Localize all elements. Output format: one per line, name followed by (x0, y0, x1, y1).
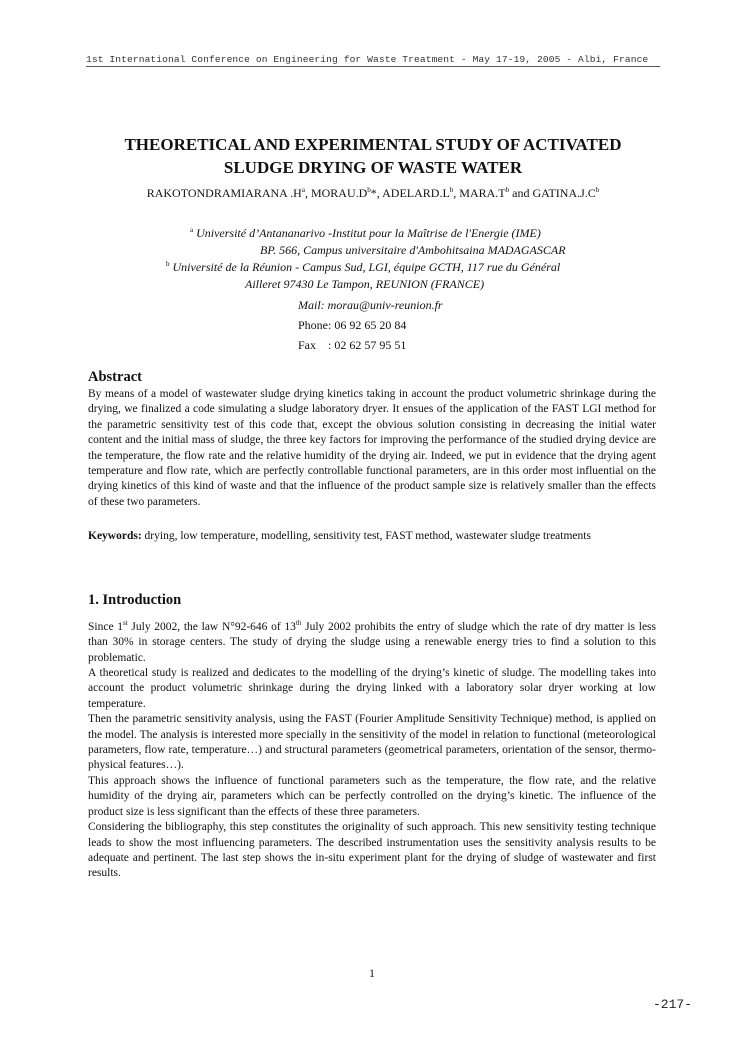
affiliation-b-line-2: Ailleret 97430 Le Tampon, REUNION (FRANCE) (245, 277, 485, 291)
intro-p1-sup2: th (295, 619, 302, 627)
intro-p1-a: Since 1 (88, 620, 124, 633)
contact-phone: Phone: 06 92 65 20 84 (298, 318, 407, 332)
intro-paragraph-5: Considering the bibliography, this step constitutes the originality of such approach. This new sensitivity testing technique leads to show the most influencing parameters. The described instrumentation uses the sensitivity analysis results to be adequate and pertinent. The last step shows the in-situ experiment plant for the drying of sludge of wastewater and first results. (88, 821, 656, 880)
intro-paragraph-4: This approach shows the influence of functional parameters such as the temperature, the flow rate, and the relative humidity of the drying air, parameters which can be perfectly controlled on the drying’s kinetic. The influence of the product size is less significant than the effects of these three parameters. (88, 774, 656, 818)
author-5-sup: b (595, 186, 600, 194)
contact-fax: Fax : 02 62 57 95 51 (298, 338, 407, 352)
author-1-sup: a (301, 186, 305, 194)
author-4-sup: b (505, 186, 510, 194)
introduction-heading: 1. Introduction (88, 592, 182, 608)
abstract-text: By means of a model of wastewater sludge drying kinetics taking in account the product volumetric shrinkage during the drying, we finalized a code simulating a sludge laboratory dryer. It ensues of the application of the FAST LGI method for the parametric sensitivity test of this code that, except the obvious solution consisting in decreasing the initial water content and the initial mass of sludge, the three key factors for improving the performance of the studied drying device are the temperature, the flow rate and the relative humidity of the drying air. Indeed, we put in evidence that the drying agent temperature and flow rate, which are perfectly controllable functional parameters, are in this order most influential on the drying kinetics of this kind of waste and that the influence of the product sample size is relatively smaller than the effects of these two parameters. (88, 388, 656, 508)
introduction-body (88, 616, 656, 882)
author-3: *, ADELARD.L (370, 186, 450, 200)
intro-paragraph-3: Then the parametric sensitivity analysis, using the FAST (Fourier Amplitude Sensitivity Technique) method, is applied on the model. The analysis is interested more specially in the sensitivity of the model in relation to functional (meteorological parameters, flow rate, temperature…) and structural parameters (geometrical parameters, orientation of the sensor, thermo-physical features…). (88, 713, 656, 772)
contact-mail: Mail: morau@univ-reunion.fr (298, 298, 443, 312)
author-3-sup: b (449, 186, 454, 194)
paper-title (86, 133, 660, 179)
keywords-text: drying, low temperature, modelling, sensitivity test, FAST method, wastewater sludge treatments (141, 530, 591, 542)
author-list (86, 186, 660, 201)
intro-p1-sup1: st (123, 619, 128, 627)
intro-paragraph-2: A theoretical study is realized and dedicates to the modelling of the drying’s kinetic of sludge. The modelling takes into account the product volumetric shrinkage during the drying linked with a laboratory solar dryer working at low temperature. (88, 667, 656, 710)
affiliation-b-text: Université de la Réunion - Campus Sud, LGI, équipe GCTH, 117 rue du Général (172, 260, 561, 274)
affiliation-a-line-1 (190, 226, 541, 241)
affiliation-a-line-2: BP. 566, Campus universitaire d'Ambohitsaina MADAGASCAR (260, 243, 566, 257)
affiliation-a-sup: a (190, 226, 194, 234)
intro-p1-c: July 2002 prohibits the entry of sludge which the rate of dry matter is less than 30% in storage centers. The study of drying the sludge using a renewable energy tries to find a solution to this problematic. (88, 620, 656, 664)
intro-p1-b: July 2002, the law N°92-646 of 13 (127, 620, 296, 633)
affiliation-b-line-1 (166, 260, 560, 275)
affiliation-b-sup: b (166, 260, 170, 268)
header-rule (86, 66, 660, 67)
affiliation-a-text: Université d’Antananarivo -Institut pour la Maîtrise de l'Energie (IME) (196, 226, 541, 240)
title-line-1: THEORETICAL AND EXPERIMENTAL STUDY OF ACTIVATED (124, 135, 622, 154)
keywords-label: Keywords: (88, 530, 142, 542)
keywords-line (88, 530, 656, 542)
intro-paragraph-1 (88, 616, 656, 666)
author-5: and GATINA.J.C (509, 186, 596, 200)
author-2-sup: b (367, 186, 371, 194)
author-4: , MARA.T (453, 186, 506, 200)
title-line-2: SLUDGE DRYING OF WASTE WATER (223, 158, 523, 177)
running-header: 1st International Conference on Engineering for Waste Treatment - May 17-19, 2005 - Albi, France (86, 54, 649, 65)
author-1: RAKOTONDRAMIARANA .H (146, 186, 302, 200)
author-2: , MORAU.D (304, 186, 368, 200)
proceedings-page-number: -217- (652, 997, 692, 1012)
page-number: 1 (369, 966, 375, 980)
abstract-heading: Abstract (88, 369, 142, 385)
